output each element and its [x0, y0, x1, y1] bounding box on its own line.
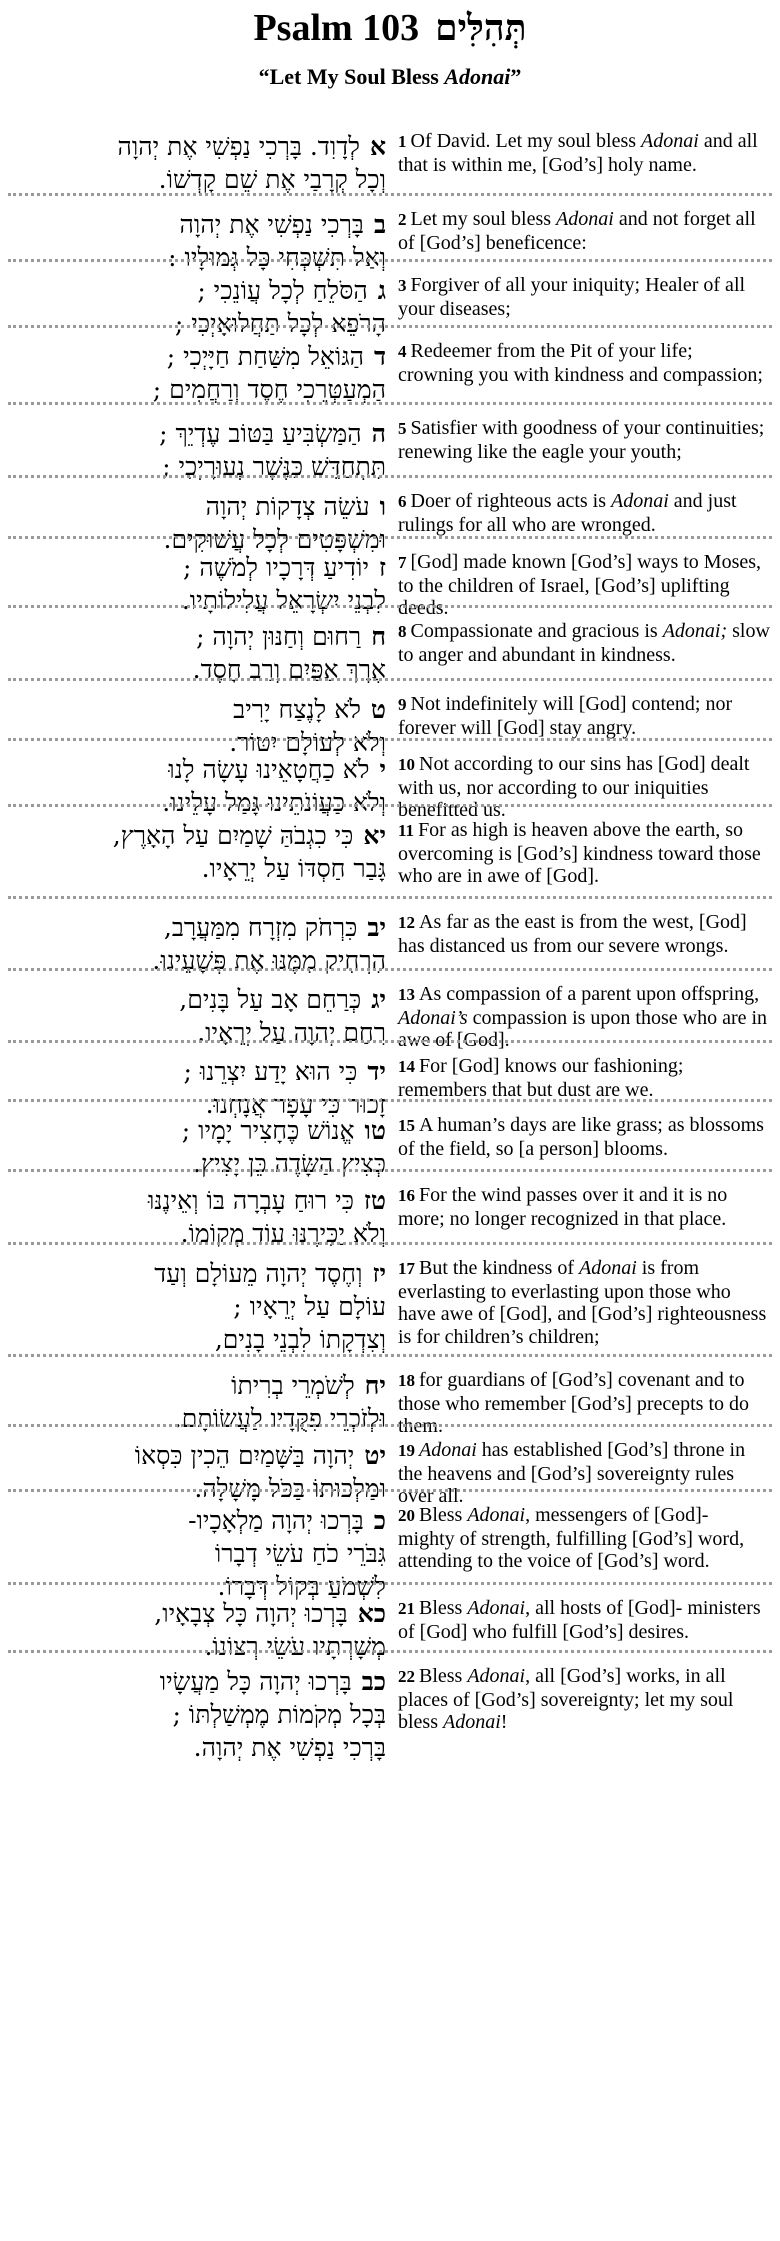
- english-verse-number: 4: [398, 342, 407, 361]
- english-verse: [398, 208, 770, 254]
- hebrew-verse-number: יח: [364, 1371, 386, 1400]
- hebrew-text: יוֹדִיעַ דְּרָכָיו לְמֹשֶׁה ;: [183, 553, 370, 582]
- hebrew-text: וְאַל תִּשְׁכְּחִי כָּל גְּמוּלָיו :: [168, 243, 386, 272]
- hebrew-text: בָּרְכִי נַפְשִׁי אֶת יְהוָה.: [193, 1733, 386, 1762]
- hebrew-text: וּמִשְׁפָּטִים לְכָל עֲשׁוּקִים.: [163, 525, 386, 554]
- hebrew-verse-number: ג: [377, 276, 386, 305]
- divine-name: Adonai: [419, 1439, 477, 1461]
- hebrew-line: [18, 208, 386, 241]
- verse-list: [0, 118, 780, 1762]
- hebrew-text: הָרֹפֵא לְכָל תַּחֲלוּאָיְכִי ;: [174, 309, 386, 338]
- hebrew-text: זָכוּר כִּי עָפָר אֲנָחְנוּ.: [205, 1090, 386, 1119]
- title-hebrew: תְּהִלִּים: [435, 7, 527, 49]
- hebrew-verse-number: יב: [367, 913, 386, 942]
- hebrew-line: [18, 693, 386, 726]
- verse-row: [0, 196, 780, 272]
- hebrew-verse: [18, 130, 386, 196]
- hebrew-text: לֹא לָנֶצַח יָרִיב: [233, 695, 361, 724]
- hebrew-text: וְכָל קְרָבַי אֶת שֵׁם קָדְשׁוֹ.: [158, 165, 386, 194]
- english-verse-number: 9: [398, 695, 407, 714]
- english-verse-number: 7: [398, 553, 407, 572]
- english-text: Of David. Let my soul bless Adonai and all that is within me, [God’s] holy name.: [398, 130, 758, 176]
- verse-row: [0, 807, 780, 899]
- subtitle-text: “Let My Soul Bless: [258, 64, 445, 89]
- verse-row: [0, 681, 780, 757]
- english-verse-number: 3: [398, 276, 407, 295]
- english-text: Satisfier with goodness of your continuities; renewing like the eagle your youth;: [398, 417, 765, 463]
- hebrew-verse-number: ח: [371, 622, 386, 651]
- divine-name: Adonai: [556, 208, 614, 230]
- hebrew-verse-number: טו: [364, 1116, 386, 1145]
- english-verse: [398, 1597, 770, 1643]
- hebrew-text: בָּרְכוּ יְהוָה כָּל מַעֲשָׂיו: [159, 1667, 352, 1696]
- hebrew-text: לִבְנֵי יִשְׂרָאֵל עֲלִילוֹתָיו.: [181, 586, 386, 615]
- hebrew-text: וּלְזֹכְרֵי פִקֻּדָיו לַעֲשׂוֹתָם.: [173, 1404, 386, 1433]
- english-verse: [398, 1184, 770, 1230]
- english-verse-number: 22: [398, 1667, 415, 1686]
- divine-name: Adonai: [641, 130, 699, 152]
- hebrew-text: לֹא כַחֲטָאֵינוּ עָשָׂה לָנוּ: [168, 755, 370, 784]
- english-text: Adonai has established [God’s] throne in the heavens and [God’s] sovereignty rules over all.: [398, 1439, 746, 1507]
- english-verse: [398, 490, 770, 536]
- english-verse-number: 10: [398, 755, 415, 774]
- divine-name: Adonai: [611, 490, 669, 512]
- english-text: As compassion of a parent upon offspring, Adonai’s compassion is upon those who are in awe of [God].: [398, 983, 768, 1051]
- hebrew-verse-number: יד: [367, 1057, 386, 1086]
- hebrew-text: וּמַלְכוּתוֹ בַּכֹּל מָשָׁלָה.: [194, 1474, 386, 1503]
- hebrew-verse-number: א: [369, 132, 386, 161]
- hebrew-line: [18, 983, 386, 1016]
- hebrew-text: אֱנוֹשׁ כֶּחָצִיר יָמָיו ;: [181, 1116, 355, 1145]
- english-text: for guardians of [God’s] covenant and to those who remember [God’s] precepts to do them.: [398, 1369, 750, 1437]
- hebrew-verse-number: ו: [379, 492, 386, 521]
- divine-name: Adonai: [443, 1711, 501, 1733]
- hebrew-text: גָּבַר חַסְדּוֹ עַל יְרֵאָיו.: [201, 854, 386, 883]
- english-text: A human’s days are like grass; as blossoms of the field, so [a person] blooms.: [398, 1114, 764, 1160]
- verse-row: [0, 1357, 780, 1437]
- verse-row: [0, 118, 780, 196]
- hebrew-text: וְלֹא כַעֲוֹנֹתֵינוּ גָּמַל עָלֵינוּ.: [162, 788, 386, 817]
- english-verse-number: 1: [398, 132, 407, 151]
- english-text: Forgiver of all your iniquity; Healer of all your diseases;: [398, 274, 746, 320]
- hebrew-text: לְשֹׁמְרֵי בְרִיתוֹ: [231, 1371, 355, 1400]
- hebrew-text: מְשָׁרְתָיו עֹשֵׂי רְצוֹנוֹ.: [204, 1632, 386, 1661]
- hebrew-verse: [18, 620, 386, 686]
- hebrew-line: [18, 1698, 386, 1731]
- english-text: Bless Adonai, all hosts of [God]- ministers of [God] who fulfill [God’s] desires.: [398, 1597, 761, 1643]
- hebrew-verse-number: יז: [372, 1259, 386, 1288]
- hebrew-verse-number: כא: [357, 1599, 386, 1628]
- english-verse-number: 6: [398, 492, 407, 511]
- english-text: Let my soul bless Adonai and not forget all of [God’s] beneficence:: [398, 208, 756, 254]
- english-verse-number: 17: [398, 1259, 415, 1278]
- hebrew-text: הַמַּשְׂבִּיעַ בַּטּוֹב עֶדְיֵךְ ;: [159, 419, 362, 448]
- hebrew-verse-number: כ: [373, 1506, 386, 1535]
- verse-row: [0, 1585, 780, 1661]
- hebrew-text: אֶרֶךְ אַפַּיִם וְרַב חָסֶד.: [192, 655, 386, 684]
- english-text: But the kindness of Adonai is from everlasting to everlasting upon those who have awe of [God], and [God’s] righteousness is for children’s children;: [398, 1257, 767, 1348]
- hebrew-verse-number: ט: [370, 695, 386, 724]
- hebrew-line: [18, 1731, 386, 1764]
- english-verse: [398, 1055, 770, 1101]
- hebrew-line: [18, 819, 386, 852]
- english-verse-number: 13: [398, 985, 415, 1004]
- hebrew-text: בְּכָל מְקֹמוֹת מֶמְשַׁלְתּוֹ ;: [172, 1700, 386, 1729]
- divine-name: Adonai;: [662, 620, 728, 642]
- hebrew-verse-number: ד: [373, 342, 386, 371]
- hebrew-text: וְלֹא לְעוֹלָם יִטּוֹר.: [229, 728, 386, 757]
- hebrew-verse-number: יט: [364, 1441, 386, 1470]
- hebrew-line: [18, 274, 386, 307]
- hebrew-verse: [18, 340, 386, 406]
- verse-row: [0, 1172, 780, 1248]
- english-verse-number: 15: [398, 1116, 415, 1135]
- english-text: Not according to our sins has [God] dealt with us, nor according to our iniquities benefitted us.: [398, 753, 750, 821]
- english-text: Bless Adonai, messengers of [God]- mighty of strength, fulfilling [God’s] word, attending to the voice of [God’s] word.: [398, 1504, 745, 1572]
- hebrew-line: [18, 852, 386, 885]
- verse-row: [0, 262, 780, 338]
- hebrew-text: גִּבֹּרֵי כֹחַ עֹשֵׂי דְבָרוֹ: [214, 1539, 386, 1568]
- hebrew-text: וְחֶסֶד יְהוָה מֵעוֹלָם וְעַד: [154, 1259, 363, 1288]
- hebrew-text: בָּרְכוּ יְהוָה מַלְאָכָיו-: [188, 1506, 364, 1535]
- english-verse-number: 18: [398, 1371, 415, 1390]
- english-verse-number: 20: [398, 1506, 415, 1525]
- hebrew-text: לִשְׁמֹעַ בְּקוֹל דְּבָרוֹ.: [217, 1572, 386, 1601]
- english-verse: [398, 1504, 770, 1573]
- hebrew-line: [18, 1055, 386, 1088]
- verse-row: [0, 405, 780, 481]
- english-verse-number: 8: [398, 622, 407, 641]
- hebrew-verse-number: ז: [379, 553, 386, 582]
- hebrew-line: [18, 1665, 386, 1698]
- hebrew-line: [18, 620, 386, 653]
- divine-name: Adonai: [579, 1257, 637, 1279]
- hebrew-verse: [18, 1257, 386, 1356]
- hebrew-text: יְהוָה בַּשָּׁמַיִם הֵכִין כִּסְאוֹ: [134, 1441, 355, 1470]
- divine-name: Adonai’s: [398, 1006, 468, 1029]
- hebrew-text: הִרְחִיק מִמֶּנּוּ אֶת פְּשָׁעֵינוּ.: [152, 946, 386, 975]
- hebrew-text: עוֹלָם עַל יְרֵאָיו ;: [233, 1292, 386, 1321]
- hebrew-verse: [18, 1184, 386, 1250]
- hebrew-verse-number: יא: [363, 821, 386, 850]
- verse-row: [0, 1043, 780, 1119]
- subtitle-divine-name: Adonai: [444, 64, 511, 89]
- verse-row: [0, 1427, 780, 1507]
- hebrew-text: עֹשֵׂה צְדָקוֹת יְהוָה: [205, 492, 370, 521]
- hebrew-line: [18, 1184, 386, 1217]
- hebrew-line: [18, 551, 386, 584]
- hebrew-text: הַגּוֹאֵל מִשַּׁחַת חַיָּיְכִי ;: [166, 342, 364, 371]
- english-verse-number: 16: [398, 1186, 415, 1205]
- verse-row: [0, 741, 780, 821]
- english-text: Compassionate and gracious is Adonai; slow to anger and abundant in kindness.: [398, 620, 770, 666]
- hebrew-verse-number: כב: [361, 1667, 386, 1696]
- hebrew-text: רִחַם יְהוָה עַל יְרֵאָיו.: [197, 1018, 386, 1047]
- page-subtitle: [0, 64, 780, 90]
- hebrew-line: [18, 1290, 386, 1323]
- hebrew-verse: [18, 819, 386, 885]
- english-verse: [398, 1665, 770, 1734]
- divine-name: Adonai: [467, 1597, 526, 1619]
- english-verse-number: 11: [398, 821, 415, 840]
- hebrew-text: כְּצִיץ הַשָּׂדֶה כֵּן יָצִיץ.: [193, 1149, 386, 1178]
- divine-name: Adonai: [467, 1665, 526, 1687]
- hebrew-text: תִּתְחַדֵּשׁ כַּנֶּשֶׁר נְעוּרָיְכִי ;: [162, 452, 386, 481]
- verse-row: [0, 899, 780, 975]
- hebrew-text: רַחוּם וְחַנּוּן יְהוָה ;: [196, 622, 362, 651]
- english-text: For as high is heaven above the earth, so overcoming is [God’s] kindness toward those who are in awe of [God].: [398, 819, 761, 887]
- verse-row: [0, 328, 780, 405]
- english-verse: [398, 417, 770, 463]
- english-text: Bless Adonai, all [God’s] works, in all places of [God’s] sovereignty; let my soul bless Adonai!: [398, 1665, 734, 1733]
- english-verse-number: 19: [398, 1441, 415, 1460]
- english-text: [God] made known [God’s] ways to Moses, to the children of Israel, [God’s] uplifting deeds.: [398, 551, 762, 619]
- hebrew-text: הַמְעַטְּרֵכִי חֶסֶד וְרַחֲמִים ;: [152, 375, 386, 404]
- english-text: For [God] knows our fashioning; remembers that but dust are we.: [398, 1055, 684, 1101]
- english-verse-number: 21: [398, 1599, 415, 1618]
- hebrew-verse-number: י: [379, 755, 386, 784]
- english-text: As far as the east is from the west, [God] has distanced us from our severe wrongs.: [398, 911, 747, 957]
- english-verse: [398, 130, 770, 176]
- english-verse-number: 5: [398, 419, 407, 438]
- hebrew-verse-number: טז: [363, 1186, 386, 1215]
- english-verse: [398, 340, 770, 386]
- hebrew-line: [18, 340, 386, 373]
- hebrew-text: לְדָוִד. בָּרְכִי נַפְשִׁי אֶת יְהוָה: [117, 132, 360, 161]
- verse-row: [0, 1653, 780, 1762]
- english-verse: [398, 1114, 770, 1160]
- hebrew-text: וְצִדְקָתוֹ לִבְנֵי בָנִים,: [214, 1325, 386, 1354]
- english-text: Doer of righteous acts is Adonai and just rulings for all who are wronged.: [398, 490, 737, 536]
- verse-row: [0, 1492, 780, 1601]
- english-verse: [398, 911, 770, 957]
- hebrew-text: כִּי כִגְבֹהַּ שָׁמַיִם עַל הָאָרֶץ,: [112, 821, 354, 850]
- english-verse: [398, 693, 770, 739]
- hebrew-verse-number: יג: [371, 985, 386, 1014]
- verse-row: [0, 1102, 780, 1178]
- hebrew-line: [18, 1257, 386, 1290]
- hebrew-line: [18, 1597, 386, 1630]
- hebrew-verse: [18, 417, 386, 483]
- english-verse: [398, 1257, 770, 1348]
- hebrew-text: כִּי רוּחַ עָבְרָה בּוֹ וְאֵינֶנּוּ: [147, 1186, 354, 1215]
- hebrew-text: כְּרַחֵם אָב עַל בָּנִים,: [179, 985, 362, 1014]
- title-english: Psalm 103: [253, 7, 420, 49]
- hebrew-line: [18, 753, 386, 786]
- hebrew-text: בָּרְכִי נַפְשִׁי אֶת יְהוָה: [179, 210, 364, 239]
- hebrew-text: הַסֹּלֵחַ לְכָל עֲוֹנֵכִי ;: [197, 276, 368, 305]
- hebrew-line: [18, 130, 386, 163]
- hebrew-text: כִּרְחֹק מִזְרָח מִמַּעֲרָב,: [163, 913, 358, 942]
- hebrew-line: [18, 1439, 386, 1472]
- subtitle-close-quote: ”: [510, 64, 522, 89]
- divine-name: Adonai: [467, 1504, 526, 1526]
- hebrew-line: [18, 1114, 386, 1147]
- hebrew-verse-number: ב: [373, 210, 386, 239]
- english-text: Not indefinitely will [God] contend; nor forever will [God] stay angry.: [398, 693, 733, 739]
- verse-row: [0, 539, 780, 619]
- hebrew-text: בָּרְכוּ יְהוָה כָּל צְבָאָיו,: [154, 1599, 348, 1628]
- english-text: For the wind passes over it and it is no more; no longer recognized in that place.: [398, 1184, 728, 1230]
- hebrew-line: [18, 490, 386, 523]
- verse-row: [0, 608, 780, 684]
- english-verse: [398, 620, 770, 666]
- english-verse-number: 14: [398, 1057, 415, 1076]
- hebrew-text: וְלֹא יַכִּירֶנּוּ עוֹד מְקוֹמוֹ.: [180, 1219, 386, 1248]
- verse-row: [0, 971, 780, 1051]
- verse-row: [0, 1245, 780, 1357]
- english-verse: [398, 274, 770, 320]
- english-verse-number: 12: [398, 913, 415, 932]
- hebrew-line: [18, 1323, 386, 1356]
- hebrew-text: כִּי הוּא יָדַע יִצְרֵנוּ ;: [183, 1057, 358, 1086]
- english-verse-number: 2: [398, 210, 407, 229]
- hebrew-line: [18, 1369, 386, 1402]
- hebrew-line: [18, 163, 386, 196]
- hebrew-line: [18, 417, 386, 450]
- hebrew-line: [18, 1504, 386, 1537]
- hebrew-verse-number: ה: [371, 419, 386, 448]
- hebrew-line: [18, 911, 386, 944]
- verse-row: [0, 478, 780, 554]
- hebrew-verse: [18, 1665, 386, 1764]
- english-text: Redeemer from the Pit of your life; crowning you with kindness and compassion;: [398, 340, 763, 386]
- page-title: [0, 0, 780, 56]
- hebrew-line: [18, 1537, 386, 1570]
- english-verse: [398, 819, 770, 888]
